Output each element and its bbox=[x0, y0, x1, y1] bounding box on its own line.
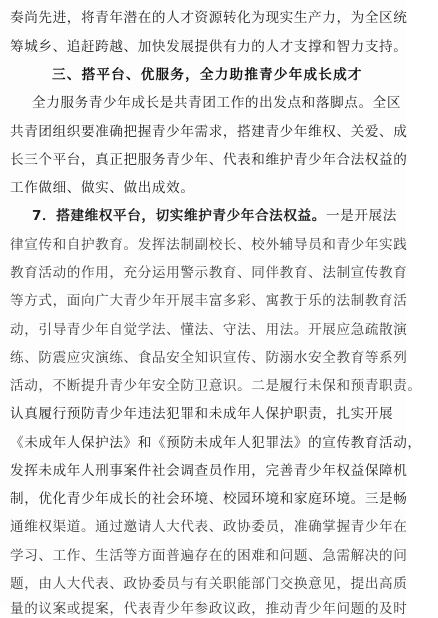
body-line: 制，优化青少年成长的社会环境、校园环境和家庭环境。三是畅 bbox=[10, 491, 408, 507]
body-line: 学习、工作、生活等方面普遍存在的困难和问题、急需解决的问 bbox=[10, 548, 408, 564]
body-line: 筹城乡、追赶跨越、加快发展提供有力的人才支撑和智力支持。 bbox=[10, 39, 408, 55]
body-line: 等方式，面向广大青少年开展丰富多彩、寓教于乐的法制教育活 bbox=[10, 293, 408, 309]
body-text: 一是开展法 bbox=[325, 208, 397, 224]
body-line: 发挥未成年人刑事案件社会调查员作用，完善青少年权益保障机 bbox=[10, 463, 408, 479]
body-line: 《未成年人保护法》和《预防未成年人犯罪法》的宣传教育活动， bbox=[10, 435, 422, 451]
body-line: 共青团组织要准确把握青少年需求，搭建青少年维权、关爱、成 bbox=[10, 124, 408, 140]
body-line: 动，引导青少年自觉学法、懂法、守法、用法。开展应急疏散演 bbox=[10, 322, 408, 338]
body-line: 量的议案或提案，代表青少年参政议政，推动青少年问题的及时 bbox=[10, 601, 408, 617]
body-line: 活动，不断提升青少年安全防卫意识。二是履行未保和预青职责。 bbox=[10, 378, 422, 394]
body-line: 律宣传和自护教育。发挥法制副校长、校外辅导员和青少年实践 bbox=[10, 237, 408, 253]
section-heading: 三、搭平台、优服务，全力助推青少年成长成才 bbox=[52, 67, 363, 83]
body-line: 练、防震应灾演练、食品安全知识宣传、防溺水安全教育等系列 bbox=[10, 350, 408, 366]
body-line: 认真履行预防青少年违法犯罪和未成年人保护职责，扎实开展 bbox=[10, 406, 394, 422]
body-line: 全力服务青少年成长是共青团工作的出发点和落脚点。全区 bbox=[32, 95, 402, 111]
body-line: 通维权渠道。通过邀请人大代表、政协委员，准确掌握青少年在 bbox=[10, 519, 408, 535]
subheading: 7．搭建维权平台，切实维护青少年合法权益。 bbox=[32, 208, 326, 224]
body-line: 长三个平台，真正把服务青少年、代表和维护青少年合法权益的 bbox=[10, 152, 408, 168]
subheading-line bbox=[32, 207, 396, 225]
body-line: 教育活动的作用，充分运用警示教育、同伴教育、法制宣传教育 bbox=[10, 265, 408, 281]
body-line: 工作做细、做实、做出成效。 bbox=[10, 180, 195, 196]
body-line: 题，由人大代表、政协委员与有关职能部门交换意见，提出高质 bbox=[10, 576, 408, 592]
body-line: 奏尚先进，将青年潜在的人才资源转化为现实生产力，为全区统 bbox=[10, 10, 408, 26]
